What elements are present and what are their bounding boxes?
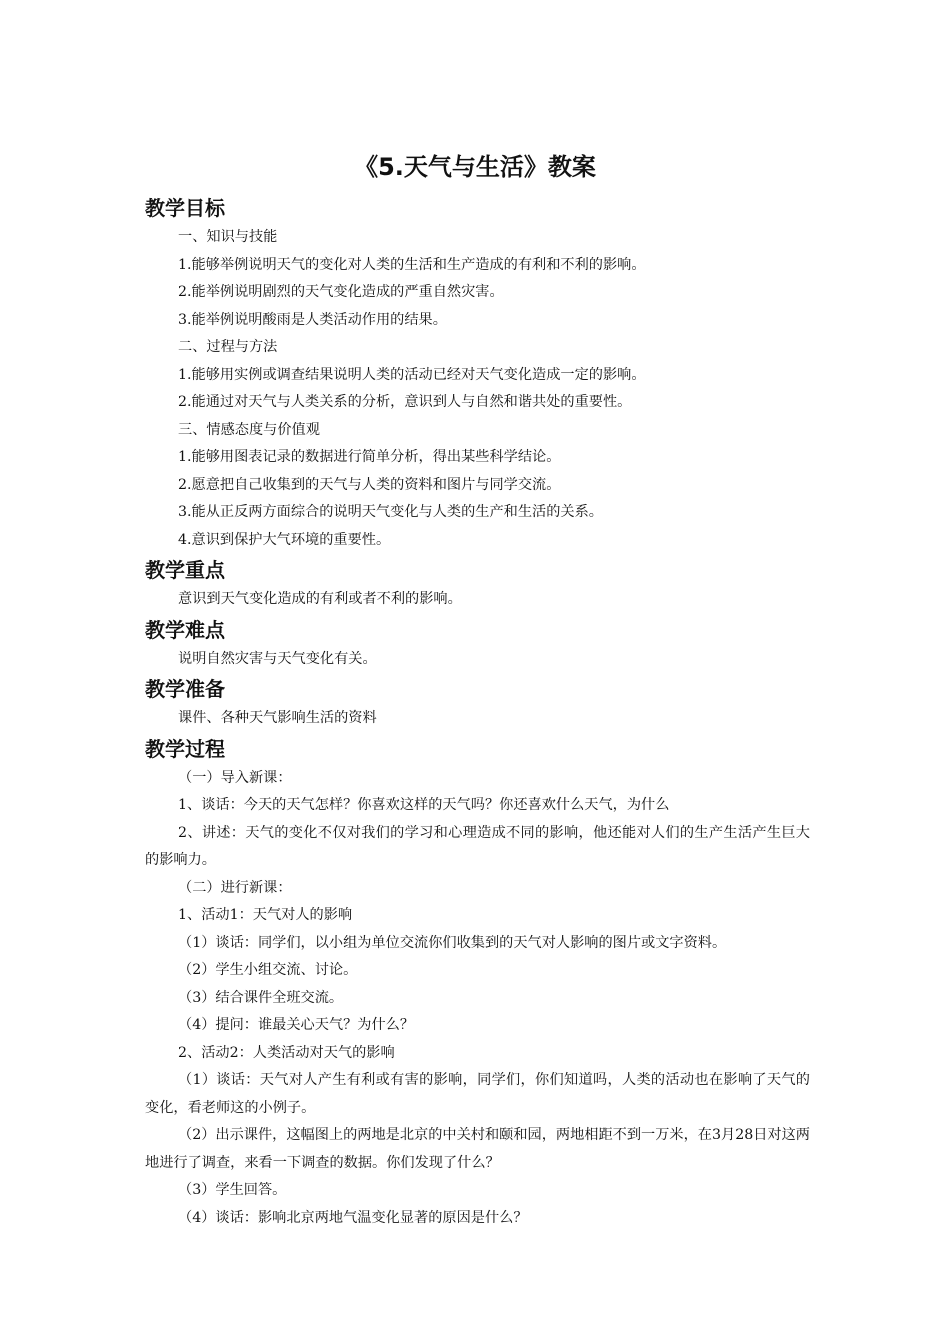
paragraph: 课件、各种天气影响生活的资料 <box>178 710 377 726</box>
paragraph: 意识到天气变化造成的有利或者不利的影响。 <box>178 591 462 607</box>
paragraph: （3）结合课件全班交流。 <box>178 989 344 1006</box>
paragraph: 1.能够用实例或调查结果说明人类的活动已经对天气变化造成一定的影响。 <box>178 366 646 383</box>
paragraph: 2.能举例说明剧烈的天气变化造成的严重自然灾害。 <box>178 284 504 300</box>
paragraph: 3.能从正反两方面综合的说明天气变化与人类的生产和生活的关系。 <box>178 504 603 520</box>
paragraph: （2）出示课件，这幅图上的两地是北京的中关村和颐和园，两地相距不到一万米，在3月28日对这两地进行了调查，来看一下调查的数据。你们发现了什么？ <box>145 1127 810 1171</box>
paragraph: 2.愿意把自己收集到的天气与人类的资料和图片与同学交流。 <box>178 476 561 493</box>
section-heading-objectives: 教学目标 <box>145 196 225 220</box>
paragraph: 说明自然灾害与天气变化有关。 <box>178 650 377 667</box>
paragraph: 三、情感态度与价值观 <box>178 421 320 438</box>
paragraph: （1）谈话：同学们，以小组为单位交流你们收集到的天气对人影响的图片或文字资料。 <box>178 934 727 951</box>
document-body <box>145 192 810 1232</box>
paragraph: （二）进行新课： <box>178 879 292 896</box>
paragraph: 1.能够举例说明天气的变化对人类的生活和生产造成的有利和不利的影响。 <box>178 256 646 273</box>
paragraph: （4）谈话：影响北京两地气温变化显著的原因是什么？ <box>178 1209 528 1226</box>
section-heading-process: 教学过程 <box>145 736 225 761</box>
section-heading-difficulties: 教学难点 <box>145 617 225 642</box>
paragraph: 1、活动1：天气对人的影响 <box>178 907 353 923</box>
document-title: 《5.天气与生活》教案 <box>354 153 596 181</box>
paragraph: 2、活动2：人类活动对天气的影响 <box>178 1044 395 1061</box>
paragraph: （2）学生小组交流、讨论。 <box>178 962 358 978</box>
paragraph: 4.意识到保护大气环境的重要性。 <box>178 531 391 548</box>
paragraph: （一）导入新课： <box>178 769 292 786</box>
paragraph: （1）谈话：天气对人产生有利或有害的影响，同学们，你们知道吗，人类的活动也在影响了天气的变化，看老师这的小例子。 <box>145 1072 810 1116</box>
paragraph: 1、谈话：今天的天气怎样？你喜欢这样的天气吗？你还喜欢什么天气，为什么 <box>178 797 670 813</box>
paragraph: （3）学生回答。 <box>178 1182 287 1198</box>
paragraph: 2、讲述：天气的变化不仅对我们的学习和心理造成不同的影响，他还能对人们的生产生活产生巨大的影响力。 <box>145 824 810 868</box>
section-heading-preparation: 教学准备 <box>145 677 225 701</box>
paragraph: 3.能举例说明酸雨是人类活动作用的结果。 <box>178 311 447 328</box>
section-heading-key-points: 教学重点 <box>145 558 225 582</box>
paragraph: 二、过程与方法 <box>178 339 278 355</box>
paragraph: （4）提问：谁最关心天气？为什么？ <box>178 1017 415 1033</box>
paragraph: 1.能够用图表记录的数据进行简单分析，得出某些科学结论。 <box>178 449 561 465</box>
paragraph: 一、知识与技能 <box>178 229 278 245</box>
paragraph: 2.能通过对天气与人类关系的分析，意识到人与自然和谐共处的重要性。 <box>178 394 632 410</box>
